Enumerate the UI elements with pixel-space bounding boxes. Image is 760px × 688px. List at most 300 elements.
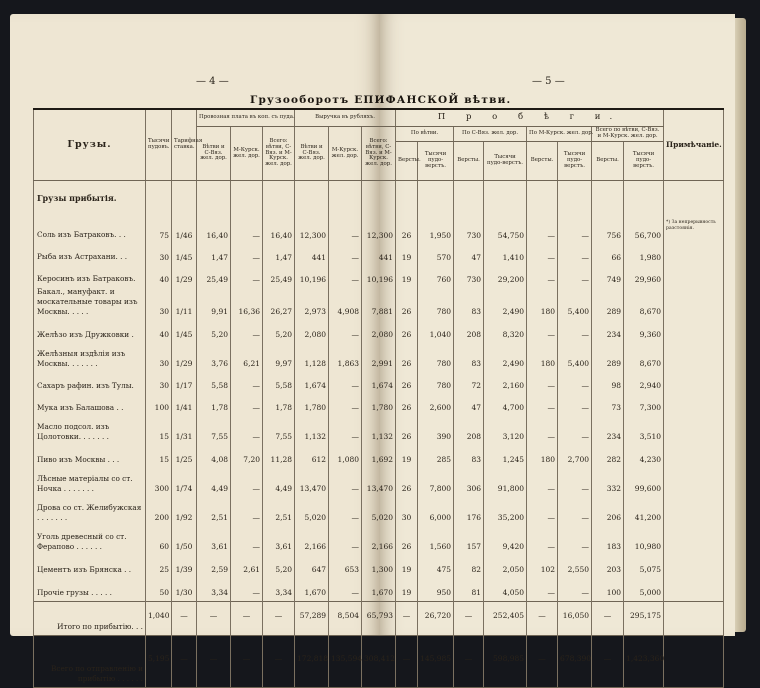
table-cell: 1,132 [362, 416, 396, 445]
section-row [34, 181, 724, 219]
header-on-sz: По С-Вяз. жел. дор. [454, 127, 527, 142]
table-cell: 26 [396, 468, 418, 497]
total-cell: — [172, 635, 197, 687]
table-cell: 25 [146, 555, 172, 578]
remark-cell [664, 601, 724, 635]
table-cell: — [231, 416, 263, 445]
table-cell: 2,550 [558, 555, 592, 578]
table-row [34, 526, 724, 555]
remark-cell [664, 468, 724, 497]
table-cell: 1/74 [172, 468, 197, 497]
table-cell: 180 [527, 287, 558, 320]
total-cell: 57,289 [295, 601, 329, 635]
table-cell: 54,750 [484, 218, 527, 243]
table-cell: 1,47 [263, 243, 295, 265]
table-cell: 2,973 [295, 287, 329, 320]
table-cell: 2,166 [295, 526, 329, 555]
total-cell: — [396, 601, 418, 635]
table-cell: — [527, 320, 558, 343]
table-cell: — [231, 497, 263, 526]
table-cell: 10,196 [295, 265, 329, 287]
table-cell: — [558, 243, 592, 265]
header-pood-versts: Тысячи пудо-верстъ. [418, 142, 454, 181]
left-page-number: — 4 — [196, 76, 229, 87]
table-cell: 1,980 [624, 243, 664, 265]
table-cell: 2,600 [418, 394, 454, 416]
table-cell: 1/30 [172, 578, 197, 602]
header-versts: Версты. [527, 142, 558, 181]
table-cell: 82 [454, 555, 484, 578]
table-cell: 234 [592, 416, 624, 445]
table-header [34, 109, 724, 181]
table-cell: 1/31 [172, 416, 197, 445]
table-cell: 5,20 [263, 555, 295, 578]
total-cell: — [263, 601, 295, 635]
table-cell: 83 [454, 445, 484, 468]
remark-cell [664, 416, 724, 445]
table-cell: 647 [295, 555, 329, 578]
remark-cell [664, 243, 724, 265]
table-cell: 2,490 [484, 343, 527, 372]
table-cell: 1/41 [172, 394, 197, 416]
table-cell: 7,55 [197, 416, 231, 445]
table-cell: — [527, 526, 558, 555]
table-row [34, 287, 724, 320]
table-cell: 1/17 [172, 372, 197, 394]
remark-cell [664, 372, 724, 394]
total-cell: — [263, 635, 295, 687]
table-cell: — [329, 243, 362, 265]
total-label: Итого по прибытію. . . [34, 601, 146, 635]
table-cell: 5,20 [263, 320, 295, 343]
header-freight-sz: Вѣтви и С-Вяз. жел. дор. [197, 127, 231, 181]
table-cell: 29,960 [624, 265, 664, 287]
table-cell: 1/29 [172, 343, 197, 372]
table-cell: 6,21 [231, 343, 263, 372]
table-cell: 157 [454, 526, 484, 555]
table-cell: 10,196 [362, 265, 396, 287]
cargo-name: Сахаръ рафин. изъ Тулы. [34, 372, 146, 394]
table-cell: 11,28 [263, 445, 295, 468]
table-cell: 2,080 [362, 320, 396, 343]
table-cell: 4,908 [329, 287, 362, 320]
cargo-name: Пиво изъ Москвы . . . [34, 445, 146, 468]
cargo-name: Мука изъ Балашова . . [34, 394, 146, 416]
table-cell: — [527, 578, 558, 602]
table-cell: 730 [454, 265, 484, 287]
table-cell: 30 [396, 497, 418, 526]
cargo-name: Дрова со ст. Желибужская . . . . . . . [34, 497, 146, 526]
table-row [34, 416, 724, 445]
header-versts: Версты. [454, 142, 484, 181]
table-row [34, 445, 724, 468]
table-cell: 47 [454, 394, 484, 416]
table-cell: 1,692 [362, 445, 396, 468]
table-cell: 4,050 [484, 578, 527, 602]
table-cell: — [527, 497, 558, 526]
table-cell: 1/39 [172, 555, 197, 578]
table-cell: 75 [146, 218, 172, 243]
total-cell: 8,504 [329, 601, 362, 635]
table-row [34, 343, 724, 372]
table-cell: 282 [592, 445, 624, 468]
header-thousand-poods: Тысячи пудовъ. [146, 109, 172, 181]
table-cell: 25,49 [197, 265, 231, 287]
total-cell: 65,793 [362, 601, 396, 635]
table-title: Грузооборотъ ЕПИФАНСКОЙ вѣтви. [250, 94, 512, 106]
table-cell: 47 [454, 243, 484, 265]
table-cell: 30 [146, 287, 172, 320]
header-cargo: Грузы. [34, 109, 146, 181]
total-cell: — [396, 635, 418, 687]
remark-cell [664, 497, 724, 526]
table-cell: 60 [146, 526, 172, 555]
table-cell: 19 [396, 555, 418, 578]
table-cell: 1/45 [172, 243, 197, 265]
remark-cell [664, 445, 724, 468]
table-cell: 2,51 [263, 497, 295, 526]
cargo-name: Цементъ изъ Брянска . . [34, 555, 146, 578]
table-cell: 7,20 [231, 445, 263, 468]
table-cell: 73 [592, 394, 624, 416]
table-cell: 653 [329, 555, 362, 578]
table-cell: 98 [592, 372, 624, 394]
table-cell: 306 [454, 468, 484, 497]
table-cell: — [231, 578, 263, 602]
table-cell: — [231, 320, 263, 343]
table-cell: 756 [592, 218, 624, 243]
table-cell: 91,800 [484, 468, 527, 497]
table-cell: 3,76 [197, 343, 231, 372]
table-cell: 8,670 [624, 343, 664, 372]
cargo-name: Керосинъ изъ Батраковъ. [34, 265, 146, 287]
table-cell: 3,34 [197, 578, 231, 602]
table-cell: 8,670 [624, 287, 664, 320]
total-label: Всего по отправленію и прибытію . . . . . . [34, 635, 146, 687]
table-cell: 30 [146, 243, 172, 265]
table-cell: 12,300 [362, 218, 396, 243]
table-cell: — [329, 578, 362, 602]
total-cell: 16,050 [558, 601, 592, 635]
table-cell: — [558, 218, 592, 243]
table-cell: 208 [454, 320, 484, 343]
table-cell: 2,166 [362, 526, 396, 555]
table-cell: 1,040 [418, 320, 454, 343]
table-cell: — [231, 372, 263, 394]
table-row [34, 497, 724, 526]
table-cell: 390 [418, 416, 454, 445]
table-cell: — [329, 372, 362, 394]
table-cell: 1,780 [362, 394, 396, 416]
total-cell: 1,423,360 [624, 635, 664, 687]
table-cell: 26 [396, 394, 418, 416]
table-cell: 180 [527, 343, 558, 372]
table-cell: — [558, 497, 592, 526]
table-cell: — [231, 526, 263, 555]
total-cell: 678,390 [558, 635, 592, 687]
header-receipts-group: Выручка въ рубляхъ. [295, 109, 396, 127]
table-cell: 234 [592, 320, 624, 343]
table-cell: 100 [592, 578, 624, 602]
table-cell: 5,58 [197, 372, 231, 394]
cargo-name: Желѣзо изъ Дружковки . [34, 320, 146, 343]
table-cell: — [231, 394, 263, 416]
remark-cell [664, 526, 724, 555]
table-cell: 206 [592, 497, 624, 526]
page-edge [735, 18, 746, 632]
table-cell: — [558, 265, 592, 287]
table-cell: 570 [418, 243, 454, 265]
table-cell: 285 [418, 445, 454, 468]
table-cell: 30 [146, 343, 172, 372]
remark-cell [664, 265, 724, 287]
table-cell: — [329, 497, 362, 526]
table-cell: — [558, 468, 592, 497]
table-cell: 441 [362, 243, 396, 265]
table-cell: 5,400 [558, 343, 592, 372]
header-on-mk: По М-Курск. жел. дор. [527, 127, 592, 142]
table-cell: — [231, 265, 263, 287]
header-on-branch: По вѣтви. [396, 127, 454, 142]
table-cell: 12,300 [295, 218, 329, 243]
total-cell: 172,818 [295, 635, 329, 687]
table-cell: — [527, 394, 558, 416]
table-cell: — [231, 468, 263, 497]
table-cell: 26 [396, 343, 418, 372]
remark-cell [664, 320, 724, 343]
table-cell: 5,075 [624, 555, 664, 578]
table-cell: 41,200 [624, 497, 664, 526]
table-cell: 200 [146, 497, 172, 526]
table-cell: 26 [396, 320, 418, 343]
table-cell: 56,700 [624, 218, 664, 243]
table-cell: 208 [454, 416, 484, 445]
table-cell: 749 [592, 265, 624, 287]
table-cell: 81 [454, 578, 484, 602]
table-cell: 441 [295, 243, 329, 265]
table-cell: 730 [454, 218, 484, 243]
table-cell: 1/92 [172, 497, 197, 526]
table-cell: 289 [592, 343, 624, 372]
table-cell: 9,97 [263, 343, 295, 372]
table-cell: — [329, 320, 362, 343]
total-row [34, 635, 724, 687]
table-cell: 29,200 [484, 265, 527, 287]
table-cell: 1/46 [172, 218, 197, 243]
table-cell: 2,700 [558, 445, 592, 468]
table-cell: — [527, 372, 558, 394]
cargo-name: Соль изъ Батраковъ. . . [34, 218, 146, 243]
table-cell: 1,300 [362, 555, 396, 578]
table-cell: 1,128 [295, 343, 329, 372]
total-cell: — [527, 601, 558, 635]
table-cell: 780 [418, 287, 454, 320]
table-cell: 40 [146, 265, 172, 287]
table-cell: 13,470 [362, 468, 396, 497]
header-on-all: Всего по вѣтви, С-Вяз. и М-Курск. жел. дор. [592, 127, 664, 142]
total-cell: 252,405 [484, 601, 527, 635]
table-cell: 2,51 [197, 497, 231, 526]
table-cell: 612 [295, 445, 329, 468]
table-cell: 83 [454, 287, 484, 320]
table-cell: 4,49 [197, 468, 231, 497]
cargo-name: Желѣзныя издѣлія изъ Москвы. . . . . . . [34, 343, 146, 372]
table-cell: 10,980 [624, 526, 664, 555]
right-page-number: — 5 — [532, 76, 565, 87]
table-cell: 3,510 [624, 416, 664, 445]
table-cell: 26,27 [263, 287, 295, 320]
header-pood-versts: Тысячи пудо-верстъ. [624, 142, 664, 181]
table-cell: 15 [146, 445, 172, 468]
table-cell: 203 [592, 555, 624, 578]
table-cell: 1/29 [172, 265, 197, 287]
table-cell: 15 [146, 416, 172, 445]
table-row [34, 243, 724, 265]
total-cell: 1,040 [146, 601, 172, 635]
table-cell: 1,863 [329, 343, 362, 372]
cargo-name: Лѣсные матеріалы со ст. Ночка . . . . . . . [34, 468, 146, 497]
table-cell: 1,674 [362, 372, 396, 394]
table-cell: 1,78 [263, 394, 295, 416]
table-cell: 13,470 [295, 468, 329, 497]
table-cell: 2,490 [484, 287, 527, 320]
header-receipts-sz: Вѣтви и С-Вяз. жел. дор. [295, 127, 329, 181]
table-cell: 1,670 [295, 578, 329, 602]
table-cell: 2,59 [197, 555, 231, 578]
table-cell: 9,420 [484, 526, 527, 555]
table-cell: — [329, 265, 362, 287]
remark-cell [664, 578, 724, 602]
table-cell: 300 [146, 468, 172, 497]
total-cell: — [172, 601, 197, 635]
table-cell: 1,410 [484, 243, 527, 265]
table-cell: 475 [418, 555, 454, 578]
table-cell: 1/45 [172, 320, 197, 343]
table-cell: 1,780 [295, 394, 329, 416]
table-cell: — [527, 468, 558, 497]
table-cell: 780 [418, 343, 454, 372]
table-cell: 26 [396, 372, 418, 394]
cargo-table [33, 108, 724, 688]
header-receipts-mk: М-Курск. жел. дор. [329, 127, 362, 181]
total-cell: — [592, 601, 624, 635]
table-cell: 99,600 [624, 468, 664, 497]
remark-cell [664, 394, 724, 416]
total-cell: — [231, 601, 263, 635]
table-cell: 180 [527, 445, 558, 468]
table-cell: — [527, 218, 558, 243]
table-cell: — [558, 416, 592, 445]
table-cell: 1,245 [484, 445, 527, 468]
table-cell: 332 [592, 468, 624, 497]
table-cell: 26 [396, 416, 418, 445]
remark-cell: *) За непрерывность разстоянія. [664, 218, 724, 243]
header-mileage-group: П р о б ѣ г и. [396, 109, 664, 127]
table-cell: 26 [396, 526, 418, 555]
table-cell: 1,950 [418, 218, 454, 243]
table-cell: 183 [592, 526, 624, 555]
total-cell: — [454, 601, 484, 635]
table-cell: 2,050 [484, 555, 527, 578]
table-cell: 3,61 [263, 526, 295, 555]
table-cell: 19 [396, 445, 418, 468]
table-cell: 780 [418, 372, 454, 394]
table-cell: 16,40 [197, 218, 231, 243]
total-cell: 308,412 [362, 635, 396, 687]
table-cell: 35,200 [484, 497, 527, 526]
cargo-name: Бакал., мануфакт. и москательные товары изъ Москвы. . . . . [34, 287, 146, 320]
table-cell: 5,020 [295, 497, 329, 526]
table-cell: 1/25 [172, 445, 197, 468]
table-row [34, 394, 724, 416]
header-pood-versts: Тысячи пудо-верстъ. [558, 142, 592, 181]
table-cell: — [558, 372, 592, 394]
table-cell: 8,320 [484, 320, 527, 343]
table-cell: — [329, 416, 362, 445]
total-cell: — [197, 635, 231, 687]
table-cell: 4,230 [624, 445, 664, 468]
table-cell: 1,560 [418, 526, 454, 555]
table-cell: 1,132 [295, 416, 329, 445]
table-row [34, 265, 724, 287]
table-cell: 19 [396, 578, 418, 602]
table-cell: 1,674 [295, 372, 329, 394]
table-cell: 7,800 [418, 468, 454, 497]
table-cell: 950 [418, 578, 454, 602]
table-row [34, 468, 724, 497]
table-cell: 19 [396, 243, 418, 265]
table-row [34, 372, 724, 394]
cargo-name: Масло подсол. изъ Цолотовки. . . . . . . [34, 416, 146, 445]
total-row [34, 601, 724, 635]
table-cell: — [329, 526, 362, 555]
table-cell: 3,34 [263, 578, 295, 602]
table-cell: 1/50 [172, 526, 197, 555]
table-cell: 760 [418, 265, 454, 287]
table-cell: 9,91 [197, 287, 231, 320]
table-cell: 26 [396, 218, 418, 243]
table-cell: 1,670 [362, 578, 396, 602]
remark-cell [664, 555, 724, 578]
header-receipts-all: Всего: вѣтви, С-Вяз. и М-Курск. жел. дор. [362, 127, 396, 181]
table-cell: 100 [146, 394, 172, 416]
table-cell: 30 [146, 372, 172, 394]
total-cell: 26,720 [418, 601, 454, 635]
table-cell: 72 [454, 372, 484, 394]
table-row [34, 555, 724, 578]
header-tariff: Тарифная ставка. [172, 109, 197, 181]
cargo-name: Прочіе грузы . . . . . [34, 578, 146, 602]
total-cell: 145,985 [418, 635, 454, 687]
total-cell: 598,985 [484, 635, 527, 687]
book-spread [10, 14, 746, 683]
cargo-name: Уголь древесный со ст. Ферапово . . . . . . [34, 526, 146, 555]
header-freight-all: Всего: вѣтви, С-Вяз. и М-Курск. жел. дор. [263, 127, 295, 181]
table-cell: — [558, 526, 592, 555]
table-cell: — [558, 320, 592, 343]
section-title: Грузы прибытія. [34, 181, 146, 219]
table-cell: 2,991 [362, 343, 396, 372]
header-freight-mk: М-Курск. жел. дор. [231, 127, 263, 181]
table-cell: 5,400 [558, 287, 592, 320]
table-cell: — [329, 218, 362, 243]
table-cell: 6,000 [418, 497, 454, 526]
total-cell: — [527, 635, 558, 687]
header-remarks: Примѣчаніе. [664, 109, 724, 181]
table-cell: 4,700 [484, 394, 527, 416]
table-cell: 2,080 [295, 320, 329, 343]
table-cell: — [231, 243, 263, 265]
